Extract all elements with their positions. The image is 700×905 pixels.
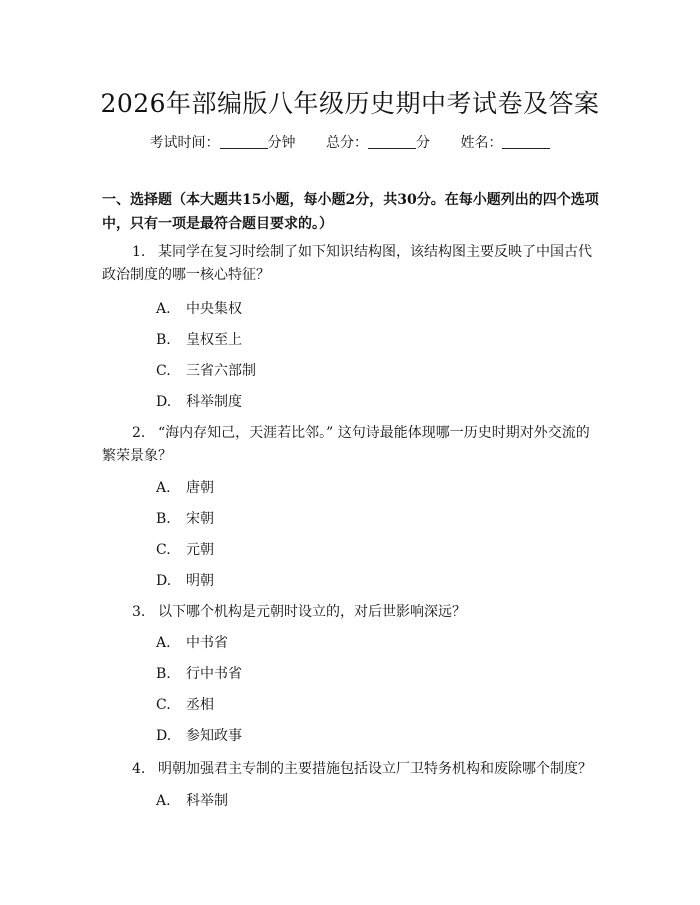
page-title: 2026年部编版八年级历史期中考试卷及答案 [100, 89, 600, 118]
name-blank [502, 135, 550, 149]
time-blank [220, 135, 268, 149]
option-letter: A. [156, 635, 171, 651]
option-letter: D. [156, 394, 172, 410]
option-text: 丞相 [186, 697, 214, 713]
option-text: 行中书省 [186, 666, 242, 682]
name-field [460, 135, 550, 151]
score-field [326, 135, 434, 151]
question-number: 4. [132, 761, 146, 777]
option-1d [156, 391, 242, 411]
option-1b [156, 329, 242, 349]
option-letter: A. [156, 480, 171, 496]
score-label: 总分： [326, 135, 368, 151]
option-letter: C. [156, 542, 171, 558]
option-letter: B. [156, 666, 171, 682]
option-text: 唐朝 [186, 480, 214, 496]
question-2 [102, 422, 602, 468]
option-text: 三省六部制 [186, 363, 256, 379]
option-letter: B. [156, 511, 171, 527]
option-letter: D. [156, 728, 172, 744]
name-label: 姓名： [460, 135, 503, 151]
question-3 [102, 601, 602, 624]
option-text: 皇权至上 [186, 332, 242, 348]
time-unit: 分钟 [267, 135, 296, 151]
option-2d [156, 570, 214, 590]
option-text: 元朝 [186, 542, 214, 558]
option-letter: A. [156, 793, 171, 809]
option-2c [156, 539, 214, 559]
option-2b [156, 508, 214, 528]
option-3d [156, 725, 242, 745]
option-3c [156, 694, 214, 714]
option-3a [156, 632, 228, 652]
option-text: 科举制 [186, 793, 228, 809]
time-label: 考试时间： [149, 135, 220, 151]
option-text: 科举制度 [186, 394, 242, 410]
question-text: 某同学在复习时绘制了如下知识结构图，该结构图主要反映了中国古代政治制度的哪一核心特征？ [102, 244, 592, 283]
option-letter: D. [156, 573, 172, 589]
section-heading: 一、选择题（本大题共15小题，每小题2分，共30分。在每小题列出的四个选项中，只有一项是最符合题目要求的。） [102, 192, 599, 232]
time-field [150, 135, 300, 151]
option-text: 宋朝 [186, 511, 214, 527]
option-1a [156, 298, 242, 318]
option-1c [156, 360, 256, 380]
exam-meta [0, 132, 700, 152]
question-text: 明朝加强君主专制的主要措施包括设立厂卫特务机构和废除哪个制度？ [158, 761, 592, 777]
option-text: 明朝 [186, 573, 214, 589]
question-number: 2. [132, 425, 146, 441]
option-3b [156, 663, 242, 683]
option-text: 参知政事 [186, 728, 242, 744]
score-blank [368, 135, 416, 149]
question-1 [102, 241, 602, 287]
option-4a [156, 790, 228, 810]
score-unit: 分 [416, 135, 430, 151]
question-4 [102, 758, 602, 781]
question-text: “海内存知己，天涯若比邻。” 这句诗最能体现哪一历史时期对外交流的繁荣景象？ [102, 425, 590, 464]
question-number: 3. [132, 604, 146, 620]
option-letter: B. [156, 332, 171, 348]
option-text: 中央集权 [186, 301, 242, 317]
option-2a [156, 477, 214, 497]
question-number: 1. [132, 244, 146, 260]
option-text: 中书省 [186, 635, 228, 651]
option-letter: C. [156, 697, 171, 713]
question-text: 以下哪个机构是元朝时设立的，对后世影响深远？ [158, 604, 466, 620]
option-letter: C. [156, 363, 171, 379]
option-letter: A. [156, 301, 171, 317]
